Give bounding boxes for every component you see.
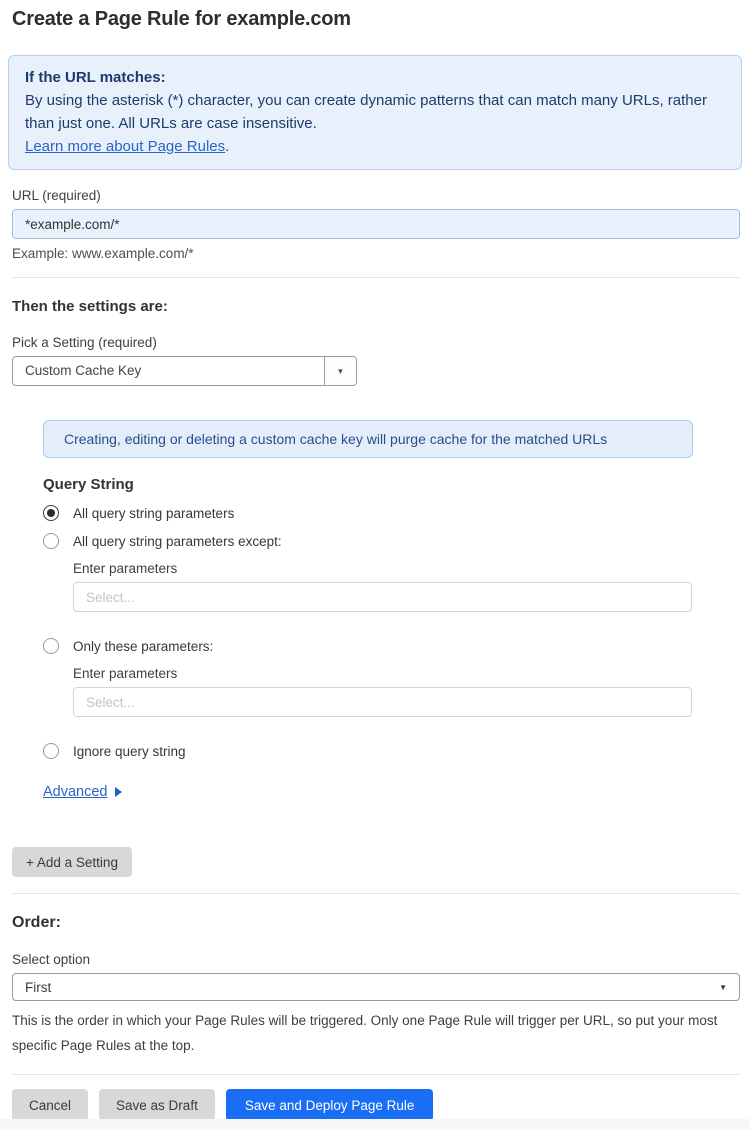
radio-only-these-params[interactable] (43, 638, 740, 654)
footer-buttons (12, 1089, 740, 1121)
url-input[interactable] (12, 209, 740, 239)
radio-icon[interactable] (43, 638, 59, 654)
divider (12, 277, 740, 278)
radio-label: All query string parameters (73, 505, 235, 521)
info-box-heading: If the URL matches: (25, 69, 166, 86)
radio-ignore-query-string[interactable] (43, 743, 740, 759)
order-select-label: Select option (12, 952, 91, 967)
url-example: Example: www.example.com/* (12, 246, 194, 261)
add-setting-button[interactable]: + Add a Setting (12, 847, 132, 877)
radio-icon[interactable] (43, 743, 59, 759)
radio-all-params-except[interactable] (43, 533, 740, 549)
order-heading: Order: (12, 914, 61, 931)
radio-label: Only these parameters: (73, 638, 214, 654)
advanced-arrow-icon (115, 787, 122, 797)
url-label: URL (required) (12, 188, 101, 203)
cancel-button[interactable]: Cancel (12, 1089, 88, 1121)
setting-select[interactable] (12, 356, 357, 386)
divider (12, 893, 740, 894)
radio-icon[interactable] (43, 533, 59, 549)
custom-cache-key-panel (43, 420, 740, 801)
advanced-row (43, 783, 740, 801)
link-suffix: . (225, 138, 230, 155)
advanced-link[interactable]: Advanced (43, 784, 108, 800)
order-description: This is the order in which your Page Rules will be triggered. Only one Page Rule will trigger per URL, so put your most specific Page Rules at the top. (12, 1013, 718, 1053)
page-title: Create a Page Rule for example.com (12, 8, 351, 30)
save-as-draft-button[interactable]: Save as Draft (99, 1089, 215, 1121)
radio-all-query-params[interactable] (43, 505, 740, 521)
order-select[interactable] (12, 973, 740, 1001)
only-params-input[interactable] (73, 687, 692, 717)
chevron-down-icon: ▼ (719, 982, 727, 992)
url-match-info-box (8, 55, 742, 170)
except-params-input[interactable] (73, 582, 692, 612)
except-params-block (73, 561, 740, 612)
cache-purge-notice: Creating, editing or deleting a custom cache key will purge cache for the matched URLs (43, 420, 693, 458)
radio-icon[interactable] (43, 505, 59, 521)
info-box-body: By using the asterisk (*) character, you can create dynamic patterns that can match many URLs, rather than just one. All URLs are case insensitive. (25, 92, 707, 132)
page-bottom-strip (0, 1119, 750, 1130)
chevron-down-icon[interactable]: ▼ (324, 357, 356, 385)
pick-setting-label: Pick a Setting (required) (12, 335, 157, 350)
learn-more-link[interactable]: Learn more about Page Rules (25, 138, 226, 155)
query-string-heading: Query String (43, 476, 134, 493)
order-select-value: First (25, 979, 52, 995)
only-params-block (73, 666, 740, 717)
radio-label: Ignore query string (73, 743, 186, 759)
enter-parameters-label: Enter parameters (73, 666, 178, 681)
setting-select-value: Custom Cache Key (25, 363, 142, 378)
info-box-link-row (25, 135, 725, 158)
save-and-deploy-button[interactable]: Save and Deploy Page Rule (226, 1089, 434, 1121)
settings-heading: Then the settings are: (12, 298, 168, 315)
divider (12, 1074, 740, 1075)
radio-label: All query string parameters except: (73, 533, 282, 549)
enter-parameters-label: Enter parameters (73, 561, 178, 576)
